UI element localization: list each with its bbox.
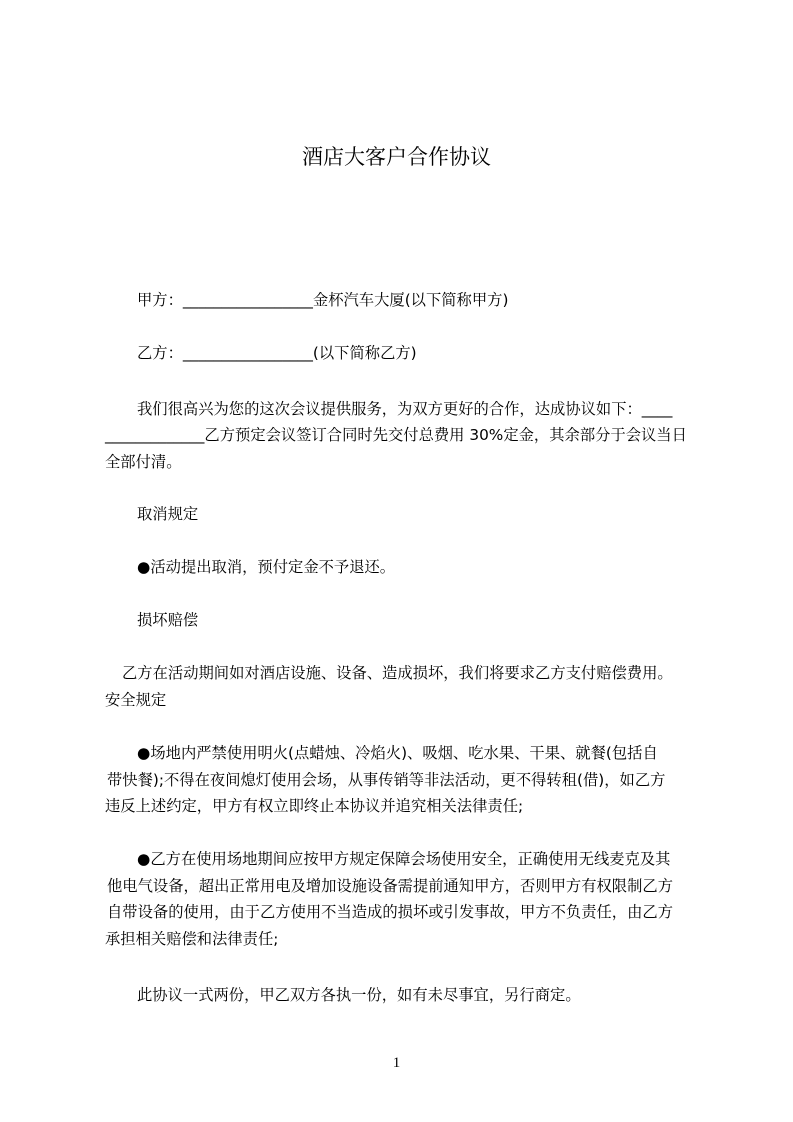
page-number: 1 — [392, 1055, 401, 1071]
cancel-item: ●活动提出取消，预付定金不予退还。 — [137, 558, 396, 576]
intro-line-3: 全部付清。 — [105, 453, 182, 471]
cancel-heading: 取消规定 — [137, 505, 199, 523]
safety-item-2-line-4: 承担相关赔偿和法律责任; — [105, 930, 279, 948]
document-title: 酒店大客户合作协议 — [302, 145, 491, 169]
intro-line-2: _____________乙方预定会议签订合同时先交付总费用 30%定金，其余部分于会议当日 — [105, 426, 687, 444]
damage-heading: 损坏赔偿 — [137, 611, 199, 629]
party-a-line: 甲方：_________________金杯汽车大厦(以下简称甲方) — [137, 291, 509, 309]
damage-text: 乙方在活动期间如对酒店设施、设备、造成损坏，我们将要求乙方支付赔偿费用。 — [122, 664, 673, 682]
party-b-line: 乙方：_________________(以下简称乙方) — [137, 344, 417, 362]
safety-item-1-line-3: 违反上述约定，甲方有权立即终止本协议并追究相关法律责任; — [105, 797, 524, 815]
intro-line-1: 我们很高兴为您的这次会议提供服务，为双方更好的合作，达成协议如下：____ — [137, 400, 673, 418]
safety-item-1-line-2: 带快餐);不得在夜间熄灯使用会场，从事传销等非法活动，更不得转租(借)，如乙方 — [107, 771, 666, 789]
safety-item-2-line-1: ●乙方在使用场地期间应按甲方规定保障会场使用安全，正确使用无线麦克及其 — [137, 850, 671, 868]
safety-item-2-line-3: 自带设备的使用，由于乙方使用不当造成的损坏或引发事故，甲方不负责任，由乙方 — [107, 903, 673, 921]
closing-text: 此协议一式两份，甲乙双方各执一份，如有未尽事宜，另行商定。 — [137, 986, 581, 1004]
safety-item-1-line-1: ●场地内严禁使用明火(点蜡烛、冷焰火)、吸烟、吃水果、干果、就餐(包括自 — [137, 744, 658, 762]
safety-heading: 安全规定 — [105, 691, 167, 709]
safety-item-2-line-2: 他电气设备，超出正常用电及增加设施设备需提前通知甲方，否则甲方有权限制乙方 — [107, 877, 673, 895]
